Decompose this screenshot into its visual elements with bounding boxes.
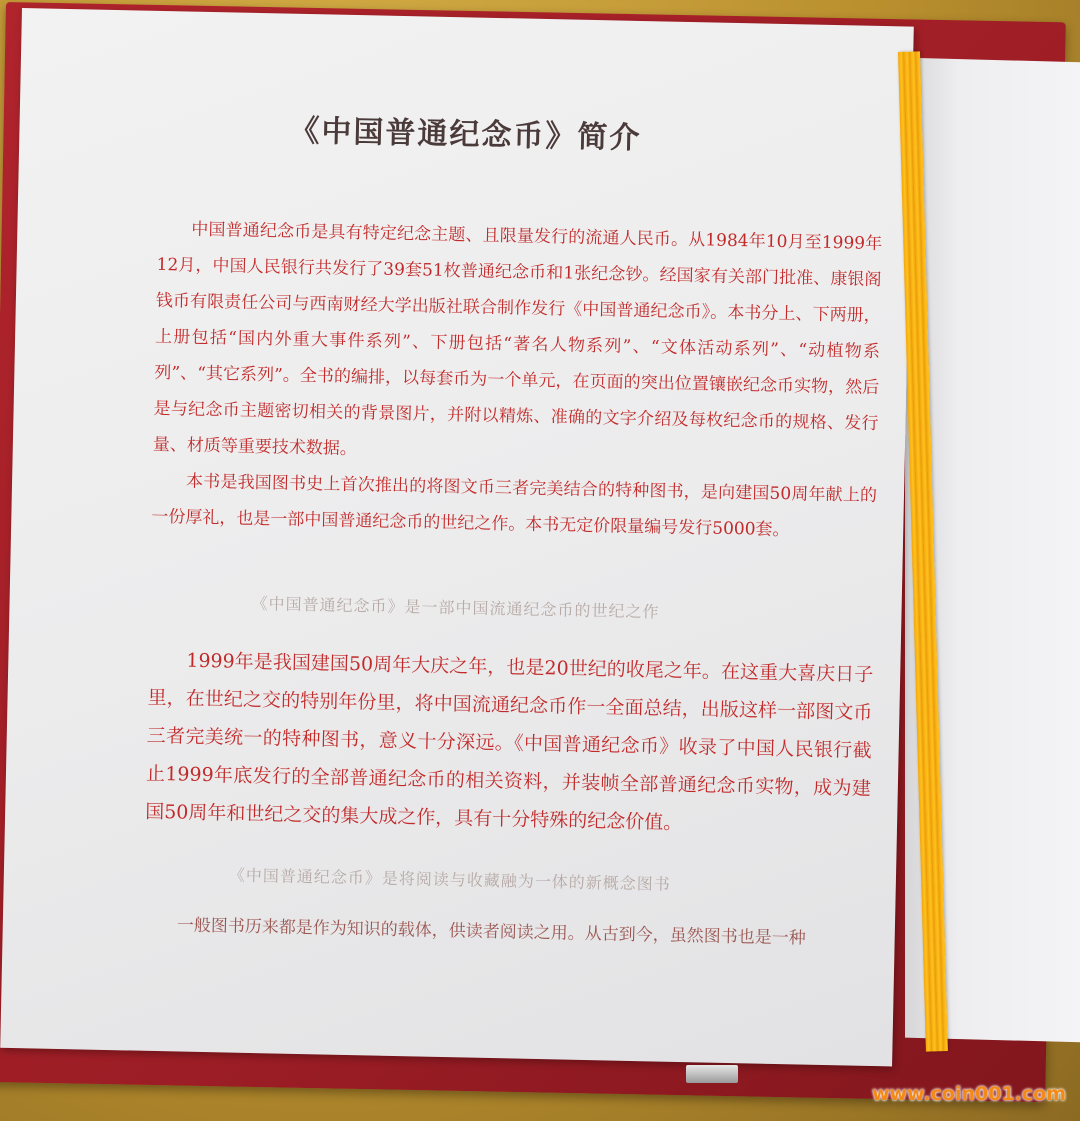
paragraph-intro: 中国普通纪念币是具有特定纪念主题、且限量发行的流通人民币。从1984年10月至1999年12月，中国人民银行共发行了39套51枚普通纪念币和1张纪念钞。经国家有关部门批准、康银阁钱币有限责任公司与西南财经大学出版社联合制作发行《中国普通纪念币》。本书分上、下两册，上册包括“国内外重大事件系列”、下册包括“著名人物系列”、“文体活动系列”、“动植物系列”、“其它系列”。全书的编排，以每套币为一个单元，在页面的突出位置镶嵌纪念币实物，然后是与纪念币主题密切相关的背景图片，并附以精炼、准确的文字介绍及每枚纪念币的规格、发行量、材质等重要技术数据。: [152, 219, 883, 460]
site-watermark: www.coin001.com: [871, 1083, 1066, 1105]
paragraph-books: 一般图书历来都是作为知识的载体，供读者阅读之用。从古到今，虽然图书也是一种: [176, 915, 806, 949]
subheading-new-concept: 《中国普通纪念币》是将阅读与收藏融为一体的新概念图书: [228, 865, 671, 894]
subheading-century-work: 《中国普通纪念币》是一部中国流通纪念币的世纪之作: [251, 593, 660, 622]
book-page: [0, 8, 914, 1066]
paragraph-1999: 1999年是我国建国50周年大庆之年，也是20世纪的收尾之年。在这重大喜庆日子里，在世纪之交的特别年份里，将中国流通纪念币作一全面总结，出版这样一部图文币三者完美统一的特种图书，意义十分深远。《中国普通纪念币》收录了中国人民银行截止1999年底发行的全部普通纪念币的相关资料，并装帧全部普通纪念币实物，成为建国50周年和世纪之交的集大成之作，具有十分特殊的纪念价值。: [144, 649, 874, 835]
page-title: 《中国普通纪念币》简介: [289, 113, 642, 156]
metal-clip: [686, 1065, 738, 1083]
paragraph-significance: 本书是我国图书史上首次推出的将图文币三者完美结合的特种图书，是向建国50周年献上的一份厚礼，也是一部中国普通纪念币的世纪之作。本书无定价限量编号发行5000套。: [151, 471, 878, 541]
